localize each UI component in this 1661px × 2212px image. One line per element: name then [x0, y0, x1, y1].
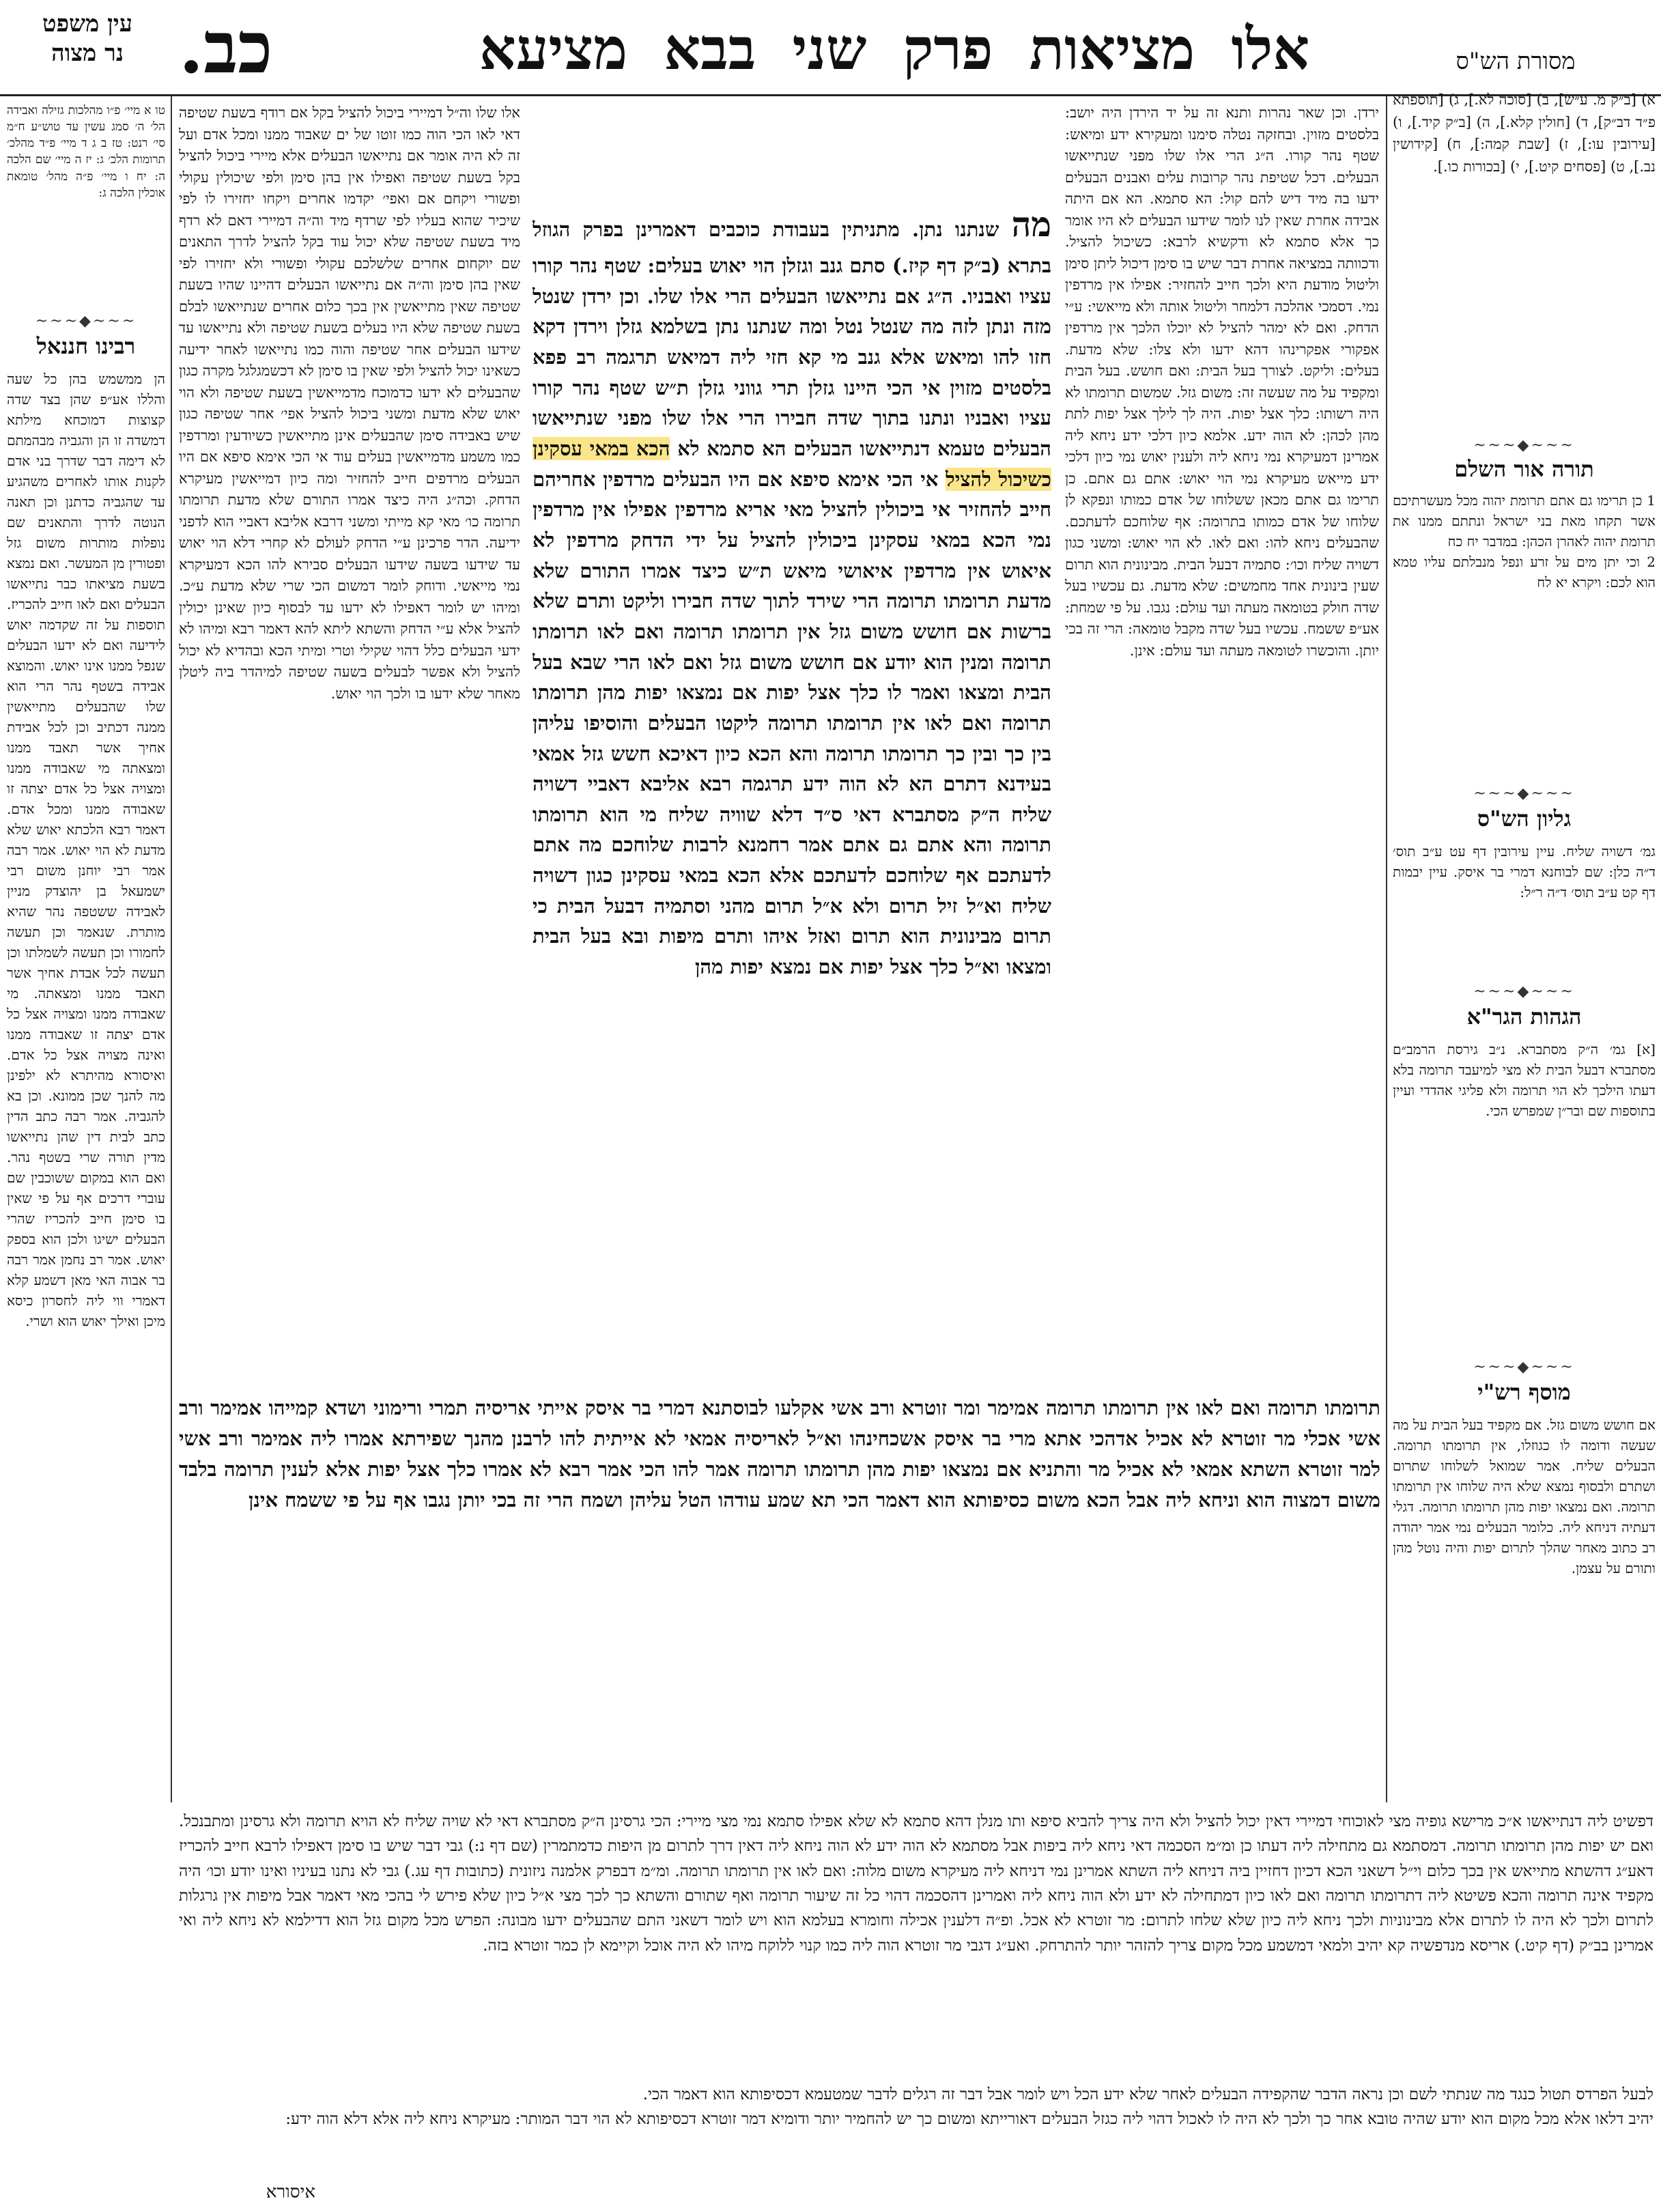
- tosafot-commentary: אלו שלו וה״ל דמיירי ביכול להציל בקל אם רודף בשעת שטיפה דאי לאו הכי הוה כמו זוטו של ים שאבוד ממנו ומכל אדם ועל זה לא היה אומר אם נתייאשו הבעלים אלא מיירי ביכול להציל בקל בשעת שטיפה ואפילו אין בהן סימן ולפי שיכולין עקולי ופשורי ויקחם אם ואפי׳ יקדמו אחרים ויקחו יחזירו לו לפי שיכיר שהוא בעליו לפי שרדף מיד וה״ה דמיירי דאם לא רדף מיד בשעת שטיפה שלא יכול עוד בקל להציל לדרך התאנים שם יוקחום אחרים שלשלכם עקולי ופשורי ולא יחזירו לפי שאין בהן סימן וה״ה אם נתייאשו הבעלים דהיינו שהיו בשעת שטיפה שאין מתייאשין אין בכך כלום אחרים שנתייאשו לבלם בשעת שטיפה שלא היו בעלים בשעת שטיפה ולא נתייאשו עד שידעו הבעלים אחר שטיפה והוה כמו נתייאשו לאחר ידיעה כשאינו יכול להציל ולפי שאין בו סימן לא דכשמגלגל מקרה כגון שהבעלים לא ידעו כדמוכח מדמייאשין בשעת שטיפה ולא הוי יאוש שלא מדעת ומשני ביכול להציל אפי׳ אחר שטיפה כגון שיש באבידה סימן שהבעלים אינן מתייאשין כשיודעין ומרדפין כמו משמע מדמייאשין בעלים עוד אי הכי אימא סיפא אם היו הבעלים מרדפים חייב להחזיר ומה כיון דמייאשין מעיקרא הדחק. וכה״ג היה כיצד אמרו התורם שלא מדעת תרומתו תרומה כו׳ מאי קא מייתי ומשני דרבא אליבא דאביי הוא לדפני ידיעה. הדר פרכינן ע״י הדחק לעולם לא קחרי דלא הוי יאוש עד שידעו בשעה שידעו הבעלים סבירא להו הכא דמעיקרא נמי מייאשי. ודוחק לומר דמשום הכי שרי שלא מדעת ע״כ. ומיהו יש לומר דאפילו לא ידעו עד לבסוף כיון שאינן יכולין להציל אלא ע״י הדחק והשתא ליתא להא דאמר רבא ומיהו לא ידעי הבעלים כלל דהוי שקילי וטרי ומיתי הכא ובהדיא לא יכול להציל ולא אפשר לבעלים בשעה שטיפה למיהדר ביה ליטלן מאחר שלא ידעו בו ולכך הוי יאוש.: [179, 104, 520, 702]
- catchword: איסורא: [266, 2182, 315, 2202]
- hagahot-gra-text: [א] גמ׳ ה״ק מסתברא. נ״ב גירסת הרמב״ם מסתברא דבעל הבית לא מצי למיעבד תרומה בלא דעתו הילכך לא הוי תרומה ולא פליגי אהדדי ועיין בתוספות שם ובר״ן שמפרש הכי.: [1393, 1041, 1656, 1119]
- torah-or-text: 1 כן תרימו גם אתם תרומת יהוה מכל מעשרתיכם אשר תקחו מאת בני ישראל ונתתם ממנו את תרומת יהוה לאהרן הכהן: במדבר יח כח 2 וכי יתן מים על זרע ונפל מנבלתם עליו טמא הוא לכם: ויקרא יא לח: [1393, 492, 1656, 591]
- daf-number: כב.: [179, 5, 273, 89]
- gilyon-hashas-title: גליון הש"ס: [1477, 806, 1572, 832]
- rashi-commentary: ירדן. וכן שאר נהרות ותנא זה על יד הירדן היה יושב: בלסטים מזוין. ובחזקה נטלה סימנו ומעקירא ידע ומיאש: שטף נהר קורו. ה״ג הרי אלו שלו מפני שנתייאשו הבעלים. דכל שטיפת נהר קרובות עלים ואבנים הבעלים ידעו בה מיד דיש להם קול: הא סתמא. הא אם היתה אבידה אחרת שאין לנו לומר שידעו הבעלים לא היו אומר כך אלא סתמא לא ודקשיא לרבא: כשיכול להציל. ודכוותה במציאה אחרת דבר שיש בו סימן דיכול ליתן סימן וליטול מודעת היא ולכך חייב להחזיר: אפילו אין מרדפין נמי. דסמכי אהלכה דלמחר וליטול אותה ולא מייאשי: ע״י הדחק. ואם לא ימהר להציל לא יוכלו הלכך אין מרדפין אפקורי אפקרינהו דהא ידעו ולא צלו: שלא מדעת. בעלים: וליקט. לצורך בעל הבית: ואם חושש. בעל הבית ומקפיד על מה שעשה זה: משום גזל. שמשום תרומתו לא היה רשותו: כלך אצל יפות. היה לך לילך אצל יפות לתת מהן לכהן: לא הוה ידע. אלמא כיון דלכי ידע ניחא ליה אמרינן דמעיקרא נמי ניחא ליה ולענין יאוש נמי כיון דלכי ידע מייאש מעיקרא נמי הוי יאוש: אתם גם אתם. כן תרימו גם אתם מכאן ששלוחו של אדם כמותו ונפקא לן שלוחו של אדם כמותו בתרומה: אף שלוחכם לדעתכם. שהבעלים ניחא להו: ואם לאו. לא הוי יאוש: ומשני כגון דשויה שליח וכו׳: סתמיה דבעל הבית. מבינונית הוא תרום שעין בינונית אחד מחמשים: שלא מדעת. גם עכשיו בעל שדה חולק בטומאה מעתה ועד עולם: נגבו. על פי שמחת: אע״פ ששמח. עכשיו בעל שדה מקבל טומאה: הרי זה בכי יותן. והוכשרו לטומאה מעתה ועד עולם: אינן.: [1065, 104, 1379, 659]
- rabbeinu-chananel-text: הן ממשמש בהן כל שעה והללו אע״פ שהן בצד שדה קצוצות דמוכחא מילתא דמשדה זו הן והגביה מבהמתם לא דימה דבר שדרך בני אדם לקנות אותו לאחרים משהגיע עד שהגביה כדתנן וכן תאנה הנוטה לדרך והתאנים שם נופלות מותרות משום גזל ופטורין מן המעשר. ואם נמצא בשעת מציאתו כבר נתייאשו הבעלים ואם לאו חייב להכריז. תוספות על זה שקדמה יאוש לידיעה ואם לא ידעו הבעלים שנפל ממנו אינו יאוש. והמוצא אבידה בשטף נהר הרי הוא שלו שהבעלים מתייאשין ממנה דכתיב וכן לכל אבידת אחיך אשר תאבד ממנו ומצאתה מי שאבודה ממנו ומצויה אצל כל אדם יצתה זו שאבודה ממנו ומכל אדם. דאמר רבא הלכתא יאוש שלא מדעת לא הוי יאוש. אמר רבה אמר רבי יוחנן משום רבי ישמעאל בן יהוצדק מניין לאבידה ששטפה נהר שהיא מותרת. שנאמר וכן תעשה לחמורו וכן תעשה לשמלתו וכן תעשה לכל אבדת אחיך אשר תאבד ממנו ומצאתה. מי שאבודה ממנו ומצויה אצל כל אדם יצתה זו שאבודה ממנו ואינה מצויה אצל כל אדם. ואיסורא מהיתרא לא ילפינן מה להנך שכן ממונא. וכן בא להגביה. אמר רבה כתב הדין כתב לבית דין שהן נתייאשו מדין תורה שרי בשטף נהר. ואם הוא במקום ששוכבין שם עוברי דרכים אף על פי שאין בו סימן חייב להכריז שהרי הבעלים ישיגו ולכן הוא בספק יאוש. אמר רב נחמן אמר רבה בר אבוה האי מאן דשמע קלא דאמרי ווי ליה לחסרון כיסא מיכן ואילך יאוש הוא ושרי.: [7, 371, 165, 1329]
- gemara-text-part2: אי הכי אימא סיפא אם היו הבעלים מרדפין אחריהם חייב להחזיר אי ביכולין להציל מאי אריא מרדפין אפילו אין מרדפין נמי הכא במאי עסקינן ביכולין להציל על ידי הדחק מרדפין לא איאוש אין מרדפין איאושי מיאש ת״ש כיצד אמרו התורם שלא מדעת תרומתו תרומה הרי שירד לתוך שדה חבירו וליקט ותרם שלא ברשות אם חושש משום גזל אין תרומתו תרומה ואם לאו תרומתו תרומה ומנין הוא יודע אם חושש משום גזל ואם לאו הרי שבא בעל הבית ומצאו ואמר לו כלך אצל יפות אם נמצאו יפות מהן תרומתו תרומה ואם לאו אין תרומתו תרומה ליקטו הבעלים והוסיפו עליהן בין כך ובין כך תרומתו תרומה והא הכא כיון דאיכא חשש גזל אמאי בעידנא דתרם הא לא הוה ידע תרגמה רבא אליבא דאביי דשויה שליח ה״ק מסתברא דאי ס״ד דלא שוויה שליח מי הוא תרומתו תרומה והא אתם גם אתם אמר רחמנא לרבות שלוחכם מה אתם לדעתכם אף שלוחכם לדעתכם אלא הכא במאי עסקינן כגון דשויה שליח וא״ל זיל תרום ולא א״ל תרום מהני וסתמיה דבעל הבית כי תרום מבינונית הוא תרום ואזל איהו ותרם מיפות ובא בעל הבית ומצאו וא״ל כלך אצל יפות אם נמצא יפות מהן: [533, 467, 1051, 979]
- column-divider: [1386, 96, 1387, 1802]
- rabbeinu-chananel-title: רבינו חננאל: [36, 333, 136, 359]
- ornament-divider: ~~~◆~~~: [1473, 983, 1575, 1000]
- ornament-divider: ~~~◆~~~: [1473, 1359, 1575, 1376]
- torah-or-title: תורה אור השלם: [1454, 456, 1594, 482]
- ein-mishpat-text: טו א מיי׳ פ״ו מהלכות גזילה ואבידה הל׳ ה׳ סמג עשין עד טוש״ע ח״מ סי׳ רנט: טז ב ג ד מיי׳ פ״ד מהלכ׳ תרומות הלכ׳ ג: יז ה מיי׳ שם הלכה ה: יח ו מיי׳ פ״ה מהל׳ טומאת אוכלין הלכה ג:: [7, 104, 165, 200]
- ein-mishpat-label: עין משפט נר מצוה: [42, 10, 132, 67]
- gilyon-hashas-text: גמ׳ דשויה שליח. עיין עירובין דף עט ע״ב תוס׳ ד״ה כלן: שם לבוחנא דמרי בר איסק. עיין יבמות דף קט ע״ב תוס׳ ד״ה ר״ל:: [1393, 843, 1656, 901]
- column-divider: [171, 96, 172, 1802]
- musaf-rashi-text: אם חושש משום גזל. אם מקפיד בעל הבית על מה שעשה ודומה לו כגוזלו, אין תרומתו תרומה. הבעלים שליח. אמר שמואל לשלוחו שתרום ושתרם ולבסוף נמצא שלא היה שלוחו אין תרומתו תרומה. ואם נמצאו יפות מהן תרומתו תרומה. דגלי דעתיה דניחא ליה. כלומר הבעלים נמי אמר יהודה רב כתוב מאחר שהלך לתרום יפות והיה נוטל מהן ותורם על עצמן.: [1393, 1417, 1656, 1576]
- bottom-commentary: דפשיט ליה דנתייאשו א״כ מרישא גופיה מצי לאוכוחי דמיירי דאין יכול להציל ולא היה צריך להביא סיפא ותו מנלן דהא סתמא לא שלא אפילו סתמא נמי מצי מיירי: הכי גרסינן ה״ק מסתברא דאי לא שויה שליח לא הויא תרומה ולא גרסינן ומתבנכל. ואם יש יפות מהן תרומתו תרומה. דמסתמא גם מתחילה ליה דעתו כן ומ״מ הסכמה דאי ניחא ליה ביפות אבל מסתמא לא הוה ידע לא הוה ניחא ליה דאין דרך לתרום מן היפות כדמתמרין (שם דף נ:) גבי דבר שיש בו סימן דאפילו לרבא חייב להכריז דאע״ג דהשתא מתייאש אין בכך כלום וי״ל דשאני הכא דכיון דחזיין ביה דניחא ליה השתא אמרינן נמי דניחא ליה מעיקרא משום מלוה: ואם לאו אין תרומתו תרומה. ומ״מ דבפרק אלמנה ניזונית (כתובות דף עג.) גבי לא נתנו בעיניו ואינו יודע וכו׳ היה מקפיד אינה תרומה והכא פשיטא ליה דתרומתו תרומה ואם לאו כיון דמתחילה לא ידע ולא הוה ניחא ליה ואמרינן דהסכמה דהוי כל זה שיעור תרומה ואף שתורם והשתא כך לכך מצי א״ל כיון שלא פירש לי בהכי מאי דאמר אבל מיפות אין גרגלות לתרום ולכך לא היה לו לתרום אלא מבינוניות ולכך ניחא ליה כיון שלא שלחו לתרום: מר זוטרא לא אכל. ופ״ה דלענין אכילה וחומרא בעלמא הוא ויש לומר דשאני התם שהבעלים ידעו מבונה: הפרש מכל מקום גזל הוא דדילמא לא ניחא ליה ואי אמרינן בב״ק (דף קיט.) אריסא מנדפשיה קא יהיב ולמאי דמשמע מכל מקום צריך להזהר יותר להתרחק. ואע״ג דגבי מר זוטרא הוה ליה כמו קנוי ללוקח מיהו לא היה אוכל וקיימא לן כמר זוטרא בזה.: [179, 1813, 1653, 1955]
- ornament-divider: ~~~◆~~~: [1473, 437, 1575, 454]
- ornament-divider: ~~~◆~~~: [1473, 785, 1575, 802]
- gemara-continuation: תרומתו תרומה ואם לאו אין תרומתו תרומה אמימר ומר זוטרא ורב אשי אקלעו לבוסתנא דמרי בר איסק אייתי אריסיה תמרי ורימוני ושדא קמייהו אמימר ורב אשי אכלי מר זוטרא לא אכיל אדהכי אתא מרי בר איסק אשכחינהו וא״ל לאריסיה אמאי לא אייתית להו לרבנן מהנך שפירתא אמרו ליה אמימר ורב אשי למר זוטרא השתא אמאי לא אכיל מר והתניא אם נמצאו יפות מהן תרומתו תרומה אמר להו הכי אמר רבא לא אמרו כלך אצל יפות אלא לענין תרומה בלבד משום דמצוה הוא וניחא ליה אבל הכא משום כסיפותא הוא דאמר הכי תא שמע עודהו הטל עליהן ושמח הרי זה בכי יותן נגבו אף על פי ששמח אינן: [179, 1396, 1380, 1512]
- musaf-rashi-title: מוסף רש"י: [1477, 1379, 1571, 1405]
- page-title: אלו מציאות פרק שני בבא מציעא: [479, 15, 1310, 83]
- masoret-text: א) [ב״ק מ. ע״ש], ב) [סוכה לא.], ג) [תוספתא פ״ד דב״ק], ד) [חולין קלא.], ה) [ב״ק קיד.], ו) [עירובין עו:], ז) [שבת קמה:], ח) [קידושין נב.], ט) [פסחים קיט.], י) [בכורות כו.].: [1393, 91, 1656, 175]
- gemara-text-part1: שנתנו נתן. מתניתין בעבודת כוכבים דאמרינן בפרק הגוזל בתרא (ב״ק דף קיז.) סתם גנב וגזלן הוי יאוש בעלים: שטף נהר קורו עציו ואבניו. ה״ג אם נתייאשו הבעלים הרי אלו שלו. וכן ירדן שנטל מזה ונתן לזה מה שנטל נטל ומה שנתנו נתן בשלמא גזלן וירדן דקא חזו להו ומיאש אלא גנב מי קא חזי ליה דמיאש תרגמה רב פפא בלסטים מזוין אי הכי היינו גזלן תרי גווני גזלן ת״ש שטף נהר קורו עציו ואבניו ונתנו בתוך שדה חבירו הרי אלו שלו מפני שנתייאשו הבעלים טעמא דנתייאשו הבעלים הא סתמא לא: [533, 218, 1051, 460]
- highlighted-phrase: הכא במאי עסקינן כשיכול להציל: [533, 436, 1051, 491]
- masoret-label: מסורת הש"ס: [1456, 48, 1576, 75]
- hagahot-gra-title: הגהות הגר"א: [1466, 1004, 1582, 1030]
- bottom-continuation: לבעל הפרדס תטול כנגד מה שנתתי לשם וכן נראה הדבר שהקפידה הבעלים לאחר שלא ידע הכל ויש לומר אבל דבר זה רגלים לדבר שמטעמא דכסיפותא הוא דאמר הכי. יהיב דלאו אלא מכל מקום הוא יודע שהיה טובא אחר כך ולכך לא היה לו לאכול דהוי ליה כגזל הבעלים דאורייתא ומשום כך יש להחמיר יותר ודומיא דמר זוטרא דכסיפותא לא הוי דבר המותר: מעיקרא ניחא ליה אלא דלא הוה ידע:: [285, 2086, 1653, 2129]
- gemara-text: [533, 198, 1051, 1386]
- gemara-opening-word: מה: [1011, 204, 1051, 244]
- ornament-divider: ~~~◆~~~: [35, 313, 137, 330]
